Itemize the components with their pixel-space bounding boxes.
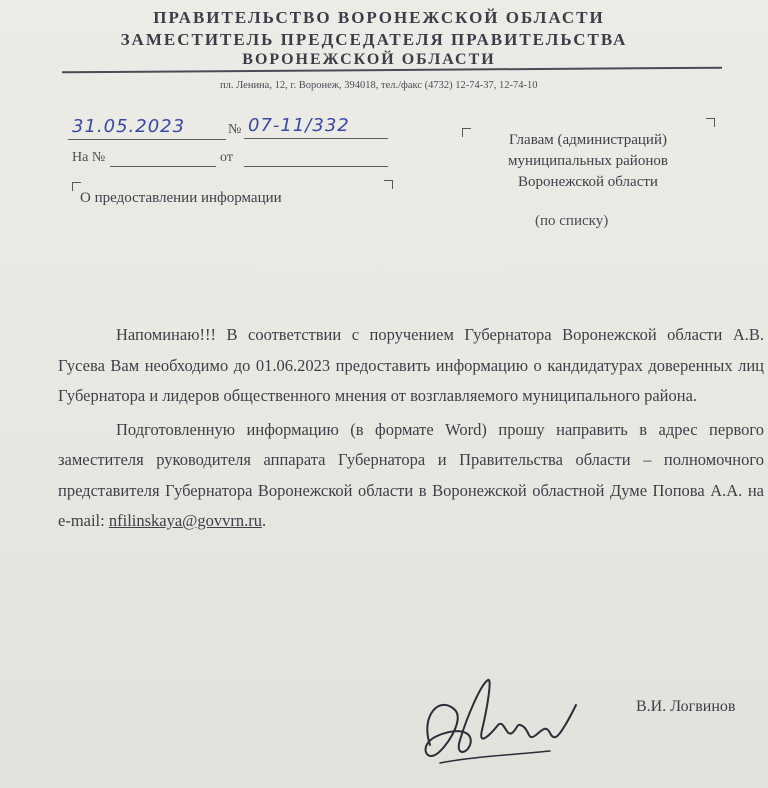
body-paragraph-2-text: Подготовленную информацию (в формате Word) прошу направить в адрес первого заместителя руководителя аппарата Губернатора и Правительства области – полномочного представителя Губернатора Воронежской области в Воронежской областной Думе Попова А.А. на e-mail: bbox=[58, 419, 764, 530]
body-paragraph-2-end: . bbox=[261, 511, 267, 530]
signer-name: В.И. Логвинов bbox=[636, 698, 736, 715]
handwritten-signature bbox=[400, 675, 590, 775]
outgoing-date: 31.05.2023 bbox=[72, 116, 186, 137]
addressee-note: (по списку) bbox=[535, 213, 609, 229]
addressee-line-2: муниципальных районов bbox=[508, 153, 668, 169]
letter-subject: О предоставлении информации bbox=[80, 190, 282, 206]
letterhead-line-3: ВОРОНЕЖСКОЙ ОБЛАСТИ bbox=[242, 51, 496, 68]
addressee-line-1: Главам (администраций) bbox=[509, 132, 667, 148]
outgoing-number: 07-11/332 bbox=[248, 115, 350, 136]
letter-body bbox=[58, 320, 764, 537]
body-paragraph-2 bbox=[58, 415, 764, 537]
date-underline bbox=[68, 139, 226, 140]
letterhead bbox=[0, 8, 768, 69]
addressee-line-3: Воронежской области bbox=[518, 174, 658, 190]
ref-number-label: На № bbox=[72, 150, 106, 165]
ref-from-label: от bbox=[220, 150, 233, 165]
number-underline bbox=[244, 138, 388, 139]
addressee-corner-left bbox=[462, 128, 471, 137]
email-link[interactable]: nfilinskaya@govvrn.ru bbox=[108, 511, 262, 530]
letterhead-address: пл. Ленина, 12, г. Воронеж, 394018, тел./факс (4732) 12-74-37, 12-74-10 bbox=[220, 80, 538, 91]
addressee-corner-right bbox=[706, 118, 715, 127]
addressee-block bbox=[478, 130, 698, 193]
subject-corner-right bbox=[384, 180, 393, 189]
body-paragraph-1: Напоминаю!!! В соответствии с поручением Губернатора Воронежской области А.В. Гусева Вам необходимо до 01.06.2023 предоставить информацию о кандидатурах доверенных лиц Губернатора и лидеров общественного мнения от возглавляемого муниципального района. bbox=[58, 325, 764, 405]
number-label: № bbox=[228, 122, 242, 137]
ref-number-underline bbox=[110, 166, 216, 167]
letterhead-line-2: ЗАМЕСТИТЕЛЬ ПРЕДСЕДАТЕЛЯ ПРАВИТЕЛЬСТВА bbox=[120, 30, 628, 49]
letterhead-line-1: ПРАВИТЕЛЬСТВО ВОРОНЕЖСКОЙ ОБЛАСТИ bbox=[153, 8, 605, 27]
ref-from-underline bbox=[244, 166, 388, 167]
